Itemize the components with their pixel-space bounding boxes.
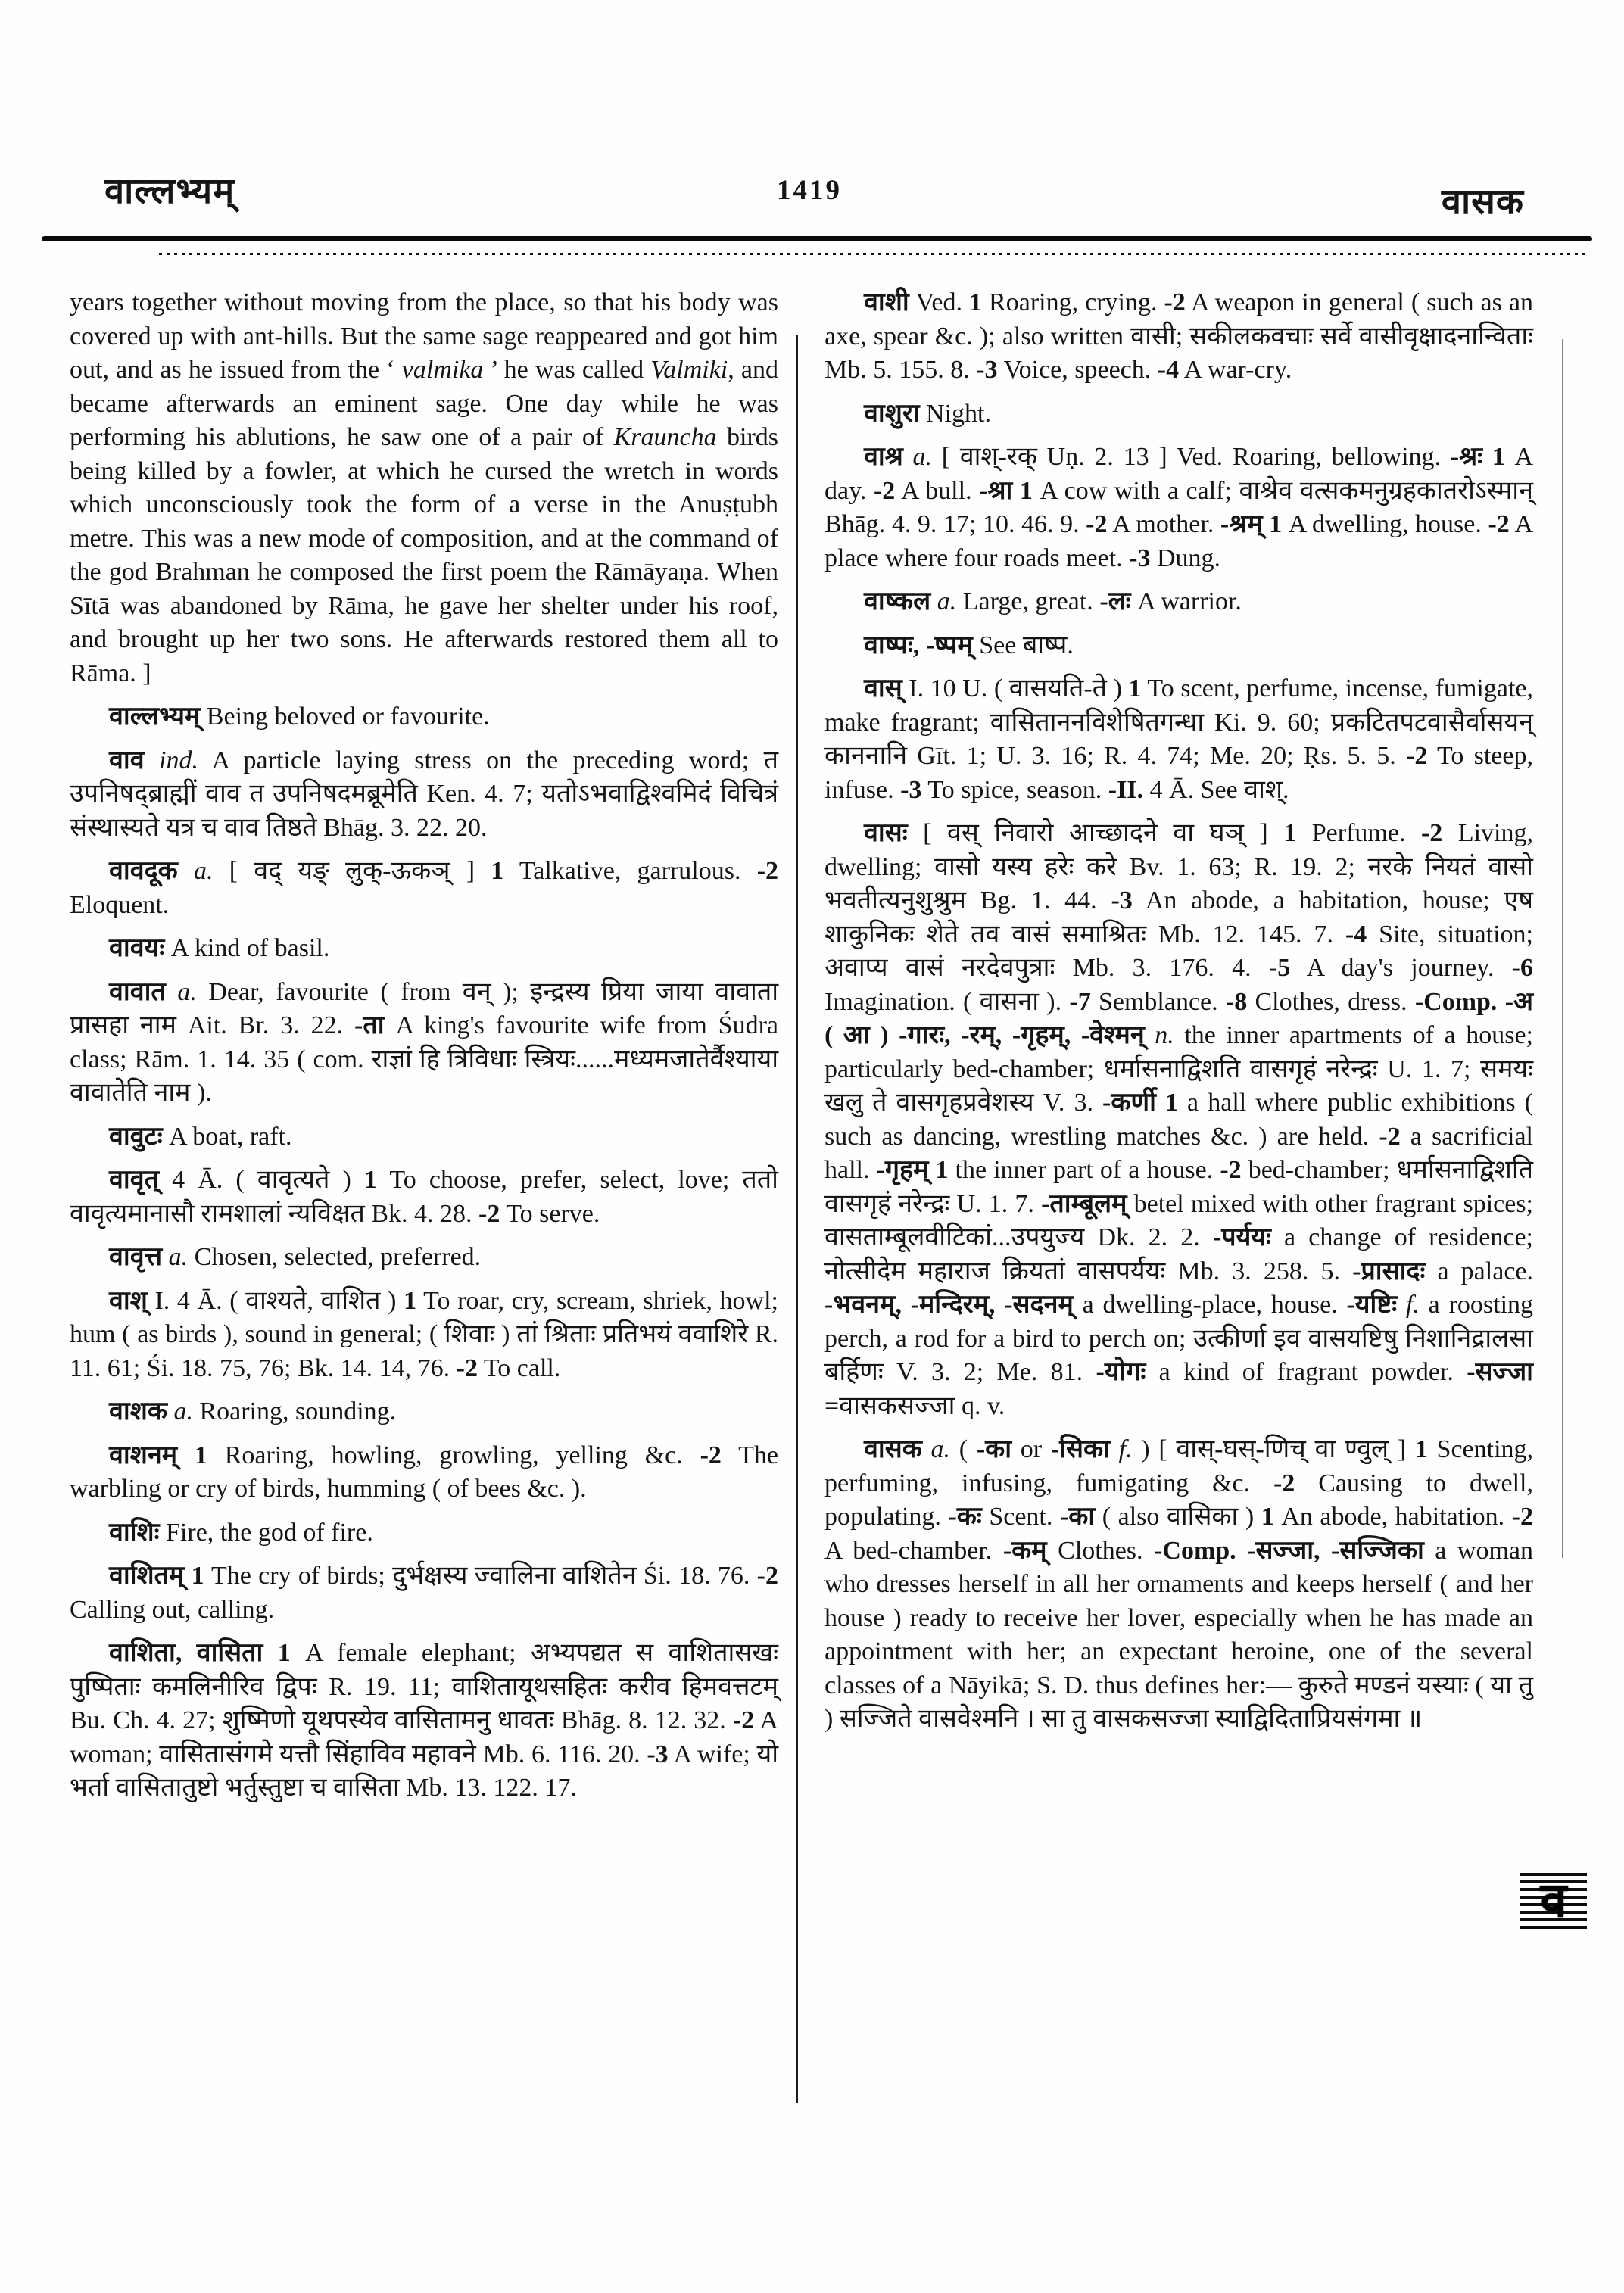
- entry-vashra: वाश्र a. [ वाश्-रक् Uṇ. 2. 13 ] Ved. Roaring, bellowing. -श्रः 1 A day. -2 A bull. -श्रा 1 A cow with a calf; वाश्रेव वत्सकमनुग्रहकातरोऽस्मान् Bhāg. 4. 9. 17; 10. 46. 9. -2 A mother. -श्रम् 1 A dwelling, house. -2 A place where four roads meet. -3 Dung.: [824, 443, 1534, 572]
- entry-vashura: वाशुरा Night.: [864, 399, 991, 428]
- entry-vashih: वाशिः Fire, the god of fire.: [109, 1518, 373, 1547]
- entry-vashita: वाशिता, वासिता 1 A female elephant; अभ्यपद्यत स वाशितासखः पुष्पिताः कमलिनीरिव द्विपः R. 19. 11; वाशितायूथसहितः करीव हिमवत्तटम् Bu. Ch. 4. 27; शुष्मिणो यूथपस्येव वासितामनु धावतः Bhāg. 8. 12. 32. -2 A woman; वासितासंगमे यत्तौ सिंहाविव महावने Mb. 6. 116. 20. -3 A wife; यो भर्ता वासितातुष्टो भर्तुस्तुष्टा च वासिता Mb. 13. 122. 17.: [70, 1639, 779, 1802]
- entry-vashanam: वाशनम् 1 Roaring, howling, growling, yelling &c. -2 The warbling or cry of birds, humming ( of bees &c. ).: [70, 1441, 779, 1503]
- column-divider-rule: [796, 335, 798, 2103]
- left-column: [70, 286, 778, 1815]
- right-column: [824, 286, 1533, 1746]
- page-edge-line: [1562, 339, 1563, 1558]
- entry-vashi: वाशी Ved. 1 Roaring, crying. -2 A weapon in general ( such as an axe, spear &c. ); also written वासी; सकीलकवचाः सर्वे वासीवृक्षादनान्विताः Mb. 5. 155. 8. -3 Voice, speech. -4 A war-cry.: [824, 288, 1533, 384]
- entry-vava: वाव ind. A particle laying stress on the preceding word; त उपनिषद्ब्राह्मीं वाव त उपनिषदमब्रूमेति Ken. 4. 7; यतोऽभवाद्विश्वमिदं विचित्रं संस्थास्यते यत्र च वाव तिष्ठते Bhāg. 3. 22. 20.: [70, 746, 778, 842]
- entry-vavutah: वावुटः A boat, raft.: [109, 1122, 292, 1151]
- header-rule-thick: [42, 236, 1592, 241]
- running-head-left: वाल्लभ्यम्: [104, 172, 235, 211]
- entry-vavrtta: वावृत्त a. Chosen, selected, preferred.: [109, 1243, 482, 1271]
- thumb-index-letter: व: [1540, 1875, 1567, 1927]
- entry-vavaduka: वावदूक a. [ वद् यङ् लुक्-ऊकञ् ] 1 Talkative, garrulous. -2 Eloquent.: [70, 857, 779, 919]
- entry-vavayah: वावयः A kind of basil.: [109, 934, 330, 962]
- entry-vashitam: वाशितम् 1 The cry of birds; दुर्भक्षस्य ज्वालिना वाशितेन Śi. 18. 76. -2 Calling out, calling.: [70, 1562, 778, 1624]
- entry-vashpah: वाष्पः, -ष्पम् See बाष्प.: [864, 631, 1074, 659]
- running-head-right: वासक: [1441, 182, 1524, 222]
- entry-vavrt: वावृत् 4 Ā. ( वावृत्यते ) 1 To choose, prefer, select, love; ततो वावृत्यमानासौ रामशालां न्यविक्षत Bk. 4. 28. -2 To serve.: [70, 1166, 778, 1228]
- entry-valmiki-continuation: years together without moving from the place, so that his body was covered up with ant-hills. But the same sage reappeared and got him out, and as he issued from the ‘ valmika ’ he was called Valmiki, and became afterwards an eminent sage. One day while he was performing his ablutions, he saw one of a pair of Krauncha birds being killed by a fowler, at which he cursed the wretch in words which unconsciously took the form of a verse in the Anuṣṭubh metre. This was a new mode of composition, and at the command of the god Brahman he composed the first poem the Rāmāyaṇa. When Sītā was abandoned by Rāma, he gave her shelter under his roof, and brought up her two sons. He afterwards restored them all to Rāma. ]: [70, 288, 778, 687]
- entry-vashkala: वाष्कल a. Large, great. -लः A warrior.: [864, 587, 1242, 615]
- entry-vasaka: वासक a. ( -का or -सिका f. ) [ वास्-घस्-णिच् वा ण्वुल् ] 1 Scenting, perfuming, infusing, fumigating &c. -2 Causing to dwell, populating. -कः Scent. -का ( also वासिका ) 1 An abode, habitation. -2 A bed-chamber. -कम् Clothes. -Comp. -सज्जा, -सज्जिका a woman who dresses herself in all her ornaments and keeps herself ( and her house ) ready to receive her lover, especially when he has made an appointment with her; an expectant heroine, one of the several classes of a Nāyikā; S. D. thus defines her:— कुरुते मण्डनं यस्याः ( या तु ) सज्जिते वासवेश्मनि । सा तु वासकसज्जा स्याद्विदिताप्रियसंगमा ॥: [824, 1435, 1534, 1733]
- entry-vasah: वासः [ वस् निवारो आच्छादने वा घञ् ] 1 Perfume. -2 Living, dwelling; वासो यस्य हरेः करे Bv. 1. 63; R. 19. 2; नरके नियतं वासो भवतीत्यनुशुश्रुम Bg. 1. 44. -3 An abode, a habitation, house; एष शाकुनिकः शेते तव वासं समाश्रितः Mb. 12. 145. 7. -4 Site, situation; अवाप्य वासं नरदेवपुत्राः Mb. 3. 176. 4. -5 A day's journey. -6 Imagination. ( वासना ). -7 Semblance. -8 Clothes, dress. -Comp. -अ ( आ ) -गारः, -रम्, -गृहम्, -वेश्मन् n. the inner apartments of a house; particularly bed-chamber; धर्मासनाद्विशति वासगृहं नरेन्द्रः U. 1. 7; समयः खलु ते वासगृहप्रवेशस्य V. 3. -कर्णी 1 a hall where public exhibitions ( such as dancing, wrestling matches &c. ) are held. -2 a sacrificial hall. -गृहम् 1 the inner part of a house. -2 bed-chamber; धर्मासनाद्विशति वासगृहं नरेन्द्रः U. 1. 7. -ताम्बूलम् betel mixed with other fragrant spices; वासताम्बूलवीटिकां...उपयुज्य Dk. 2. 2. -पर्ययः a change of residence; नोत्सीदेम महाराज क्रियतां वासपर्ययः Mb. 3. 258. 5. -प्रासादः a palace. -भवनम्, -मन्दिरम्, -सदनम् a dwelling-place, house. -यष्टिः f. a roosting perch, a rod for a bird to perch on; उत्कीर्णा इव वासयष्टिषु निशानिद्रालसा बर्हिणः V. 3. 2; Me. 81. -योगः a kind of fragrant powder. -सज्जा =वासकसज्जा q. v.: [824, 819, 1534, 1420]
- entry-vashaka: वाशक a. Roaring, sounding.: [109, 1397, 397, 1425]
- thumb-index-marker: [1520, 1873, 1587, 1929]
- entry-vash-verb: वाश् I. 4 Ā. ( वाश्यते, वाशित ) 1 To roar, cry, scream, shriek, howl; hum ( as birds ), sound in general; ( शिवाः ) तां श्रिताः प्रतिभयं ववाशिरे R. 11. 61; Śi. 18. 75, 76; Bk. 14. 14, 76. -2 To call.: [70, 1286, 779, 1382]
- header-rule-dotted: [159, 253, 1589, 255]
- entry-vas-verb: वास् I. 10 U. ( वासयति-ते ) 1 To scent, perfume, incense, fumigate, make fragrant; वासिताननविशेषितगन्धा Ki. 9. 60; प्रकटितपटवासैर्वासयन् काननानि Gīt. 1; U. 3. 16; R. 4. 74; Me. 20; Ṛs. 5. 5. -2 To steep, infuse. -3 To spice, season. -II. 4 Ā. See वाश्.: [824, 675, 1533, 804]
- entry-vallabhyam: वाल्लभ्यम् Being beloved or favourite.: [109, 703, 490, 731]
- entry-vavata: वावात a. Dear, favourite ( from वन् ); इन्द्रस्य प्रिया जाया वावाता प्रासहा नाम Ait. Br. 3. 22. -ता A king's favourite wife from Śudra class; Rām. 1. 14. 35 ( com. राज्ञां हि त्रिविधाः स्त्रियः......मध्यमजातेर्वैश्याया वावातेति नाम ).: [70, 977, 778, 1107]
- page-number: 1419: [777, 175, 843, 206]
